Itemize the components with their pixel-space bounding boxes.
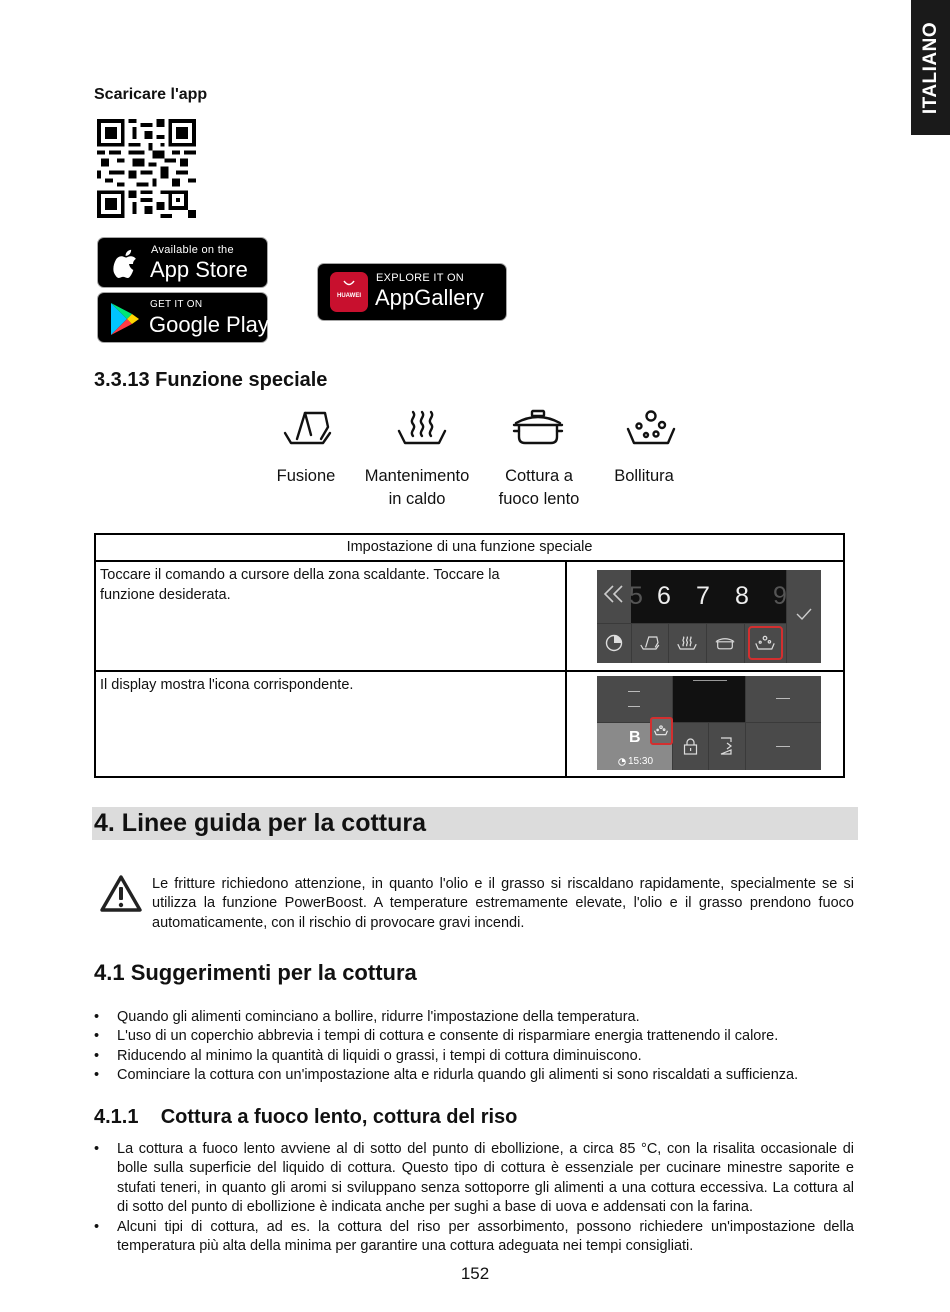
melting-icon-small: [640, 635, 660, 651]
clock-icon: [618, 758, 626, 766]
language-tab: [911, 0, 950, 135]
table-caption: Impostazione di una funzione speciale: [96, 535, 843, 562]
control-panel-display-2: [597, 676, 821, 770]
apple-icon: [113, 247, 141, 279]
keep-warm-button[interactable]: [669, 624, 706, 663]
timer-icon: [605, 634, 623, 652]
download-title: Scaricare l'app: [94, 86, 208, 103]
row1-text: Toccare il comando a cursore della zona scaldante. Toccare la funzione desiderata.: [100, 567, 500, 603]
zone-bar-top-left: [597, 676, 672, 722]
app-gallery-badge[interactable]: [317, 263, 507, 321]
slow-cook-label: Cottura a fuoco lento: [498, 467, 580, 508]
control-panel-display-1: [597, 570, 821, 663]
google-play-badge[interactable]: [97, 292, 268, 343]
table-divider-vertical: [565, 562, 567, 776]
slow-cook-button[interactable]: [707, 624, 744, 663]
keep-warm-label: Mantenimento in caldo: [364, 467, 470, 508]
zone-letter: B: [629, 729, 641, 746]
melting-icon: [283, 409, 333, 447]
warning-text: Le fritture richiedono attenzione, in quanto l'olio e il grasso si riscaldano rapidamente, specialmente se si utilizza la funzione PowerBoost. A temperature estremamente elevate, l'olio e il grasso prendono fuoco automaticamente, con il rischio di provocare gravi incendi.: [152, 876, 854, 931]
row2-text: Il display mostra l'icona corrispondente.: [100, 677, 354, 693]
boil-icon-small: [755, 635, 775, 651]
list-item: • Alcuni tipi di cottura, ad es. la cottura del riso per assorbimento, possono richiedere un'impostazione della temperatura più alta della minima per garantire una cottura adeguata nei tempi consigliati.: [94, 1218, 854, 1257]
level-digit-5: 5: [629, 582, 643, 610]
app-store-big-label: App Store: [150, 257, 248, 282]
slow-cook-icon: [512, 409, 564, 447]
tips-heading: 4.1 Suggerimenti per la cottura: [94, 960, 417, 985]
app-gallery-small-label: EXPLORE IT ON: [376, 272, 465, 284]
zone-bar-top-right: [746, 676, 821, 722]
qr-code-icon[interactable]: [97, 119, 196, 218]
google-play-big-label: Google Play: [149, 312, 269, 337]
special-function-heading: 3.3.13 Funzione speciale: [94, 369, 328, 391]
back-button[interactable]: [597, 570, 631, 623]
boil-label: Bollitura: [614, 467, 674, 485]
language-tab-label: ITALIANO: [919, 21, 941, 114]
list-item: • Cominciare la cottura con un'impostazione alta e ridurla quando gli alimenti si sono riscaldati a sufficienza.: [94, 1066, 854, 1085]
special-function-table: [94, 533, 845, 778]
page-number: 152: [460, 1264, 490, 1283]
cooking-guidelines-heading: 4. Linee guida per la cottura: [94, 809, 427, 837]
level-digit-9: 9: [773, 582, 787, 610]
list-item: • Quando gli alimenti cominciano a bollire, ridurre l'impostazione della temperatura.: [94, 1008, 854, 1027]
slow-cook-list: [94, 1140, 854, 1256]
section-heading-bar: [92, 807, 858, 840]
lock-button[interactable]: [673, 723, 708, 770]
level-digit-6: 6: [657, 582, 671, 610]
slow-cook-heading: 4.1.1 Cottura a fuoco lento, cottura del riso: [94, 1106, 518, 1128]
keep-warm-icon: [397, 409, 447, 447]
lock-icon: [683, 738, 698, 755]
google-play-small-label: GET IT ON: [150, 299, 203, 310]
stop-go-icon: [719, 737, 735, 755]
boil-indicator-icon: [654, 725, 668, 736]
list-item: • Riducendo al minimo la quantità di liquidi o grassi, i tempi di cottura diminuiscono.: [94, 1047, 854, 1066]
warning-triangle-icon: [99, 874, 143, 914]
app-gallery-big-label: AppGallery: [375, 285, 484, 310]
boil-indicator-highlight: [650, 717, 673, 745]
zone-bar-bottom-right: [746, 723, 821, 770]
timer-button[interactable]: [597, 624, 631, 663]
level-digit-7: 7: [696, 582, 710, 610]
timer-value: 15:30: [628, 756, 654, 767]
power-level-slider[interactable]: [631, 570, 786, 623]
app-store-badge[interactable]: [97, 237, 268, 288]
melting-button[interactable]: [632, 624, 668, 663]
boil-icon: [626, 409, 676, 447]
confirm-button[interactable]: [787, 570, 821, 663]
app-store-small-label: Available on the: [151, 244, 234, 256]
boil-button[interactable]: [745, 624, 786, 663]
list-item: • La cottura a fuoco lento avviene al di sotto del punto di ebollizione, a circa 85 °C, con la risalita occasionale di bolle sulla superficie del liquido di cottura. Questo tipo di cottura è essenziale per cucinare minestre saporite e stufati teneri, in quanto gli aromi si sviluppano senza sottoporre gli alimenti a una cottura eccessiva. La cottura al di sotto del punto di ebollizione è indicata anche per sughi a base di uova e addensati con la farina.: [94, 1140, 854, 1218]
pause-button[interactable]: [709, 723, 745, 770]
huawei-brand-label: HUAWEI: [337, 293, 361, 299]
level-digit-8: 8: [735, 582, 749, 610]
huawei-logo-icon: [330, 272, 368, 312]
slow-cook-icon-small: [715, 635, 735, 651]
google-play-icon: [110, 302, 140, 336]
tips-list: [94, 1008, 854, 1086]
melting-label: Fusione: [276, 467, 336, 485]
double-chevron-left-icon: [602, 584, 626, 604]
zone-display-center: [673, 676, 745, 722]
list-item: • L'uso di un coperchio abbrevia i tempi di cottura e consente di risparmiare energia trattenendo il calore.: [94, 1027, 854, 1046]
check-icon: [796, 608, 812, 620]
keep-warm-icon-small: [677, 635, 697, 651]
table-divider-horizontal: [96, 670, 843, 672]
